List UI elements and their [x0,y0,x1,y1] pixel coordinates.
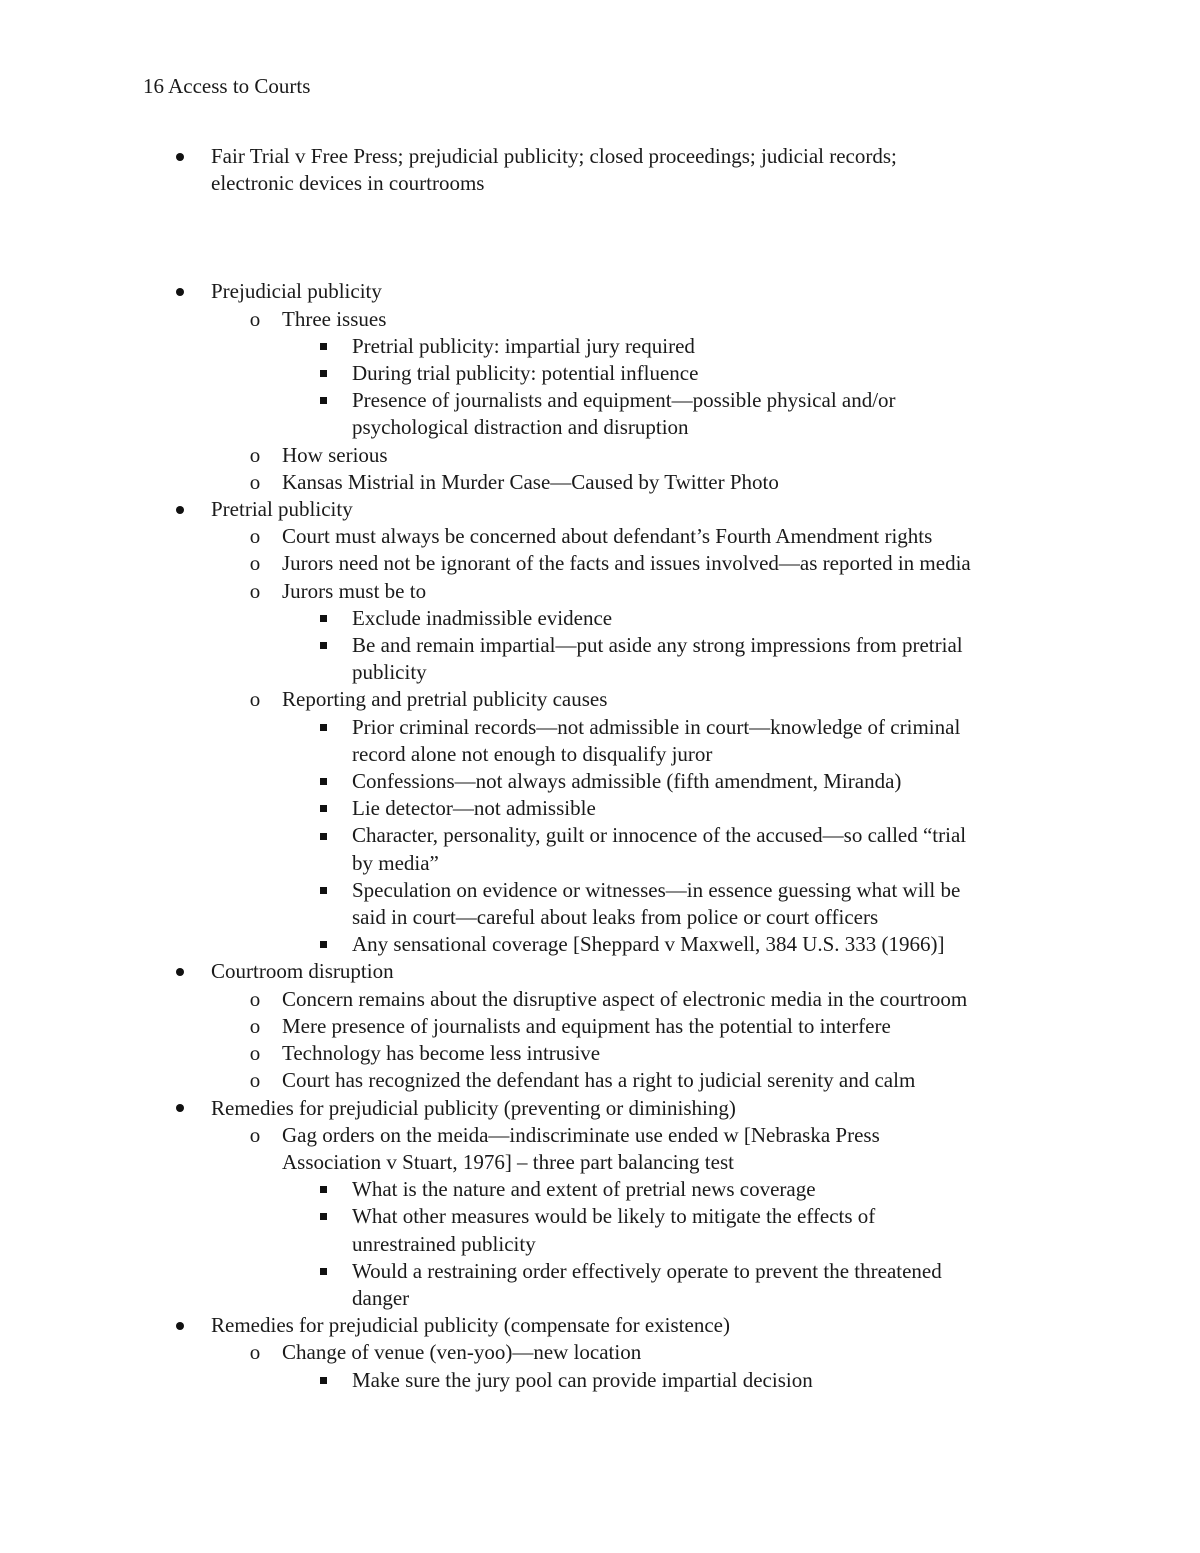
bullet-square-icon [316,714,330,741]
list-item-level-3 [0,605,1200,632]
bullet-square-icon [316,822,330,849]
outline-list [0,143,1200,1394]
list-item-text: Concern remains about the disruptive aspect of electronic media in the courtroom [282,986,968,1011]
list-item-text: Change of venue (ven-yoo)—new location [282,1340,642,1365]
list-item-text: Technology has become less intrusive [282,1041,601,1066]
bullet-circle-o-icon: o [249,578,261,603]
bullet-circle-o-icon: o [249,1013,261,1038]
list-item-level-1 [0,143,1200,197]
list-item-level-3 [0,333,1200,360]
list-item-level-2 [0,550,1200,577]
list-item-text: Mere presence of journalists and equipment has the potential to interfere [282,1013,891,1038]
bullet-square-icon [316,632,330,659]
list-item-text: by media” [352,850,439,875]
list-item-text: Jurors must be to [282,578,427,603]
list-item-level-3 [0,1367,1200,1394]
list-item-level-3 [0,1203,1200,1257]
list-item-level-1 [0,1312,1200,1339]
bullet-square-icon [316,795,330,822]
bullet-square-icon [316,931,330,958]
bullet-dot-icon [170,958,190,985]
list-item-level-3 [0,387,1200,441]
bullet-circle-o-icon: o [249,442,261,467]
list-item-text: What other measures would be likely to mitigate the effects of [352,1204,876,1229]
list-item-text: Reporting and pretrial publicity causes [282,687,608,712]
bullet-circle-o-icon: o [249,469,261,494]
list-item-level-2 [0,306,1200,333]
bullet-circle-o-icon: o [249,687,261,712]
list-item-text: danger [352,1285,410,1310]
section-spacer [0,197,1200,278]
list-item-text: Courtroom disruption [211,959,394,984]
list-item-text: What is the nature and extent of pretrial news coverage [352,1177,816,1202]
list-item-text: How serious [282,442,388,467]
bullet-dot-icon [170,1095,190,1122]
bullet-square-icon [316,360,330,387]
list-item-text: publicity [352,660,427,685]
list-item-text: Lie detector—not admissible [352,796,596,821]
list-item-text: psychological distraction and disruption [352,415,689,440]
list-item-text: Be and remain impartial—put aside any strong impressions from pretrial [352,633,963,658]
bullet-dot-icon [170,1312,190,1339]
list-item-text: unrestrained publicity [352,1231,536,1256]
list-item-text: Jurors need not be ignorant of the facts and issues involved—as reported in media [282,551,971,576]
bullet-circle-o-icon: o [249,1122,261,1147]
list-item-text: Fair Trial v Free Press; prejudicial publicity; closed proceedings; judicial records; [211,144,897,168]
list-item-text: Kansas Mistrial in Murder Case—Caused by Twitter Photo [282,469,779,494]
list-item-level-3 [0,632,1200,686]
bullet-square-icon [316,1258,330,1285]
list-item-level-2 [0,986,1200,1013]
bullet-square-icon [316,877,330,904]
list-item-level-3 [0,1258,1200,1312]
list-item-text: Remedies for prejudicial publicity (preventing or diminishing) [211,1095,736,1120]
list-item-level-3 [0,877,1200,931]
bullet-circle-o-icon: o [249,986,261,1011]
list-item-text: Pretrial publicity: impartial jury required [352,333,695,358]
list-item-text: Presence of journalists and equipment—possible physical and/or [352,388,896,413]
list-item-level-2 [0,1339,1200,1366]
bullet-circle-o-icon: o [249,306,261,331]
list-item-text: Association v Stuart, 1976] – three part balancing test [282,1149,734,1174]
list-item-text: Gag orders on the meida—indiscriminate use ended w [Nebraska Press [282,1122,880,1147]
list-item-text: Make sure the jury pool can provide impartial decision [352,1367,813,1392]
list-item-level-2 [0,1067,1200,1094]
bullet-circle-o-icon: o [249,1340,261,1365]
bullet-square-icon [316,333,330,360]
list-item-text: electronic devices in courtrooms [211,171,485,196]
bullet-square-icon [316,1203,330,1230]
list-item-level-1 [0,278,1200,305]
list-item-level-2 [0,578,1200,605]
list-item-text: Pretrial publicity [211,497,353,522]
page-title: 16 Access to Courts [143,74,311,98]
bullet-square-icon [316,605,330,632]
list-item-text: Three issues [282,306,387,331]
list-item-level-2 [0,469,1200,496]
bullet-dot-icon [170,143,190,170]
list-item-text: Prior criminal records—not admissible in court—knowledge of criminal [352,714,961,739]
list-item-text: Would a restraining order effectively operate to prevent the threatened [352,1258,942,1283]
list-item-text: Remedies for prejudicial publicity (compensate for existence) [211,1313,730,1338]
bullet-circle-o-icon: o [249,1041,261,1066]
bullet-dot-icon [170,496,190,523]
list-item-level-1 [0,1095,1200,1122]
list-item-text: Court must always be concerned about defendant’s Fourth Amendment rights [282,524,933,549]
bullet-square-icon [316,768,330,795]
bullet-circle-o-icon: o [249,551,261,576]
list-item-level-3 [0,360,1200,387]
list-item-level-1 [0,958,1200,985]
list-item-text: During trial publicity: potential influence [352,361,699,386]
list-item-text: said in court—careful about leaks from police or court officers [352,905,879,930]
list-item-text: Court has recognized the defendant has a right to judicial serenity and calm [282,1068,916,1093]
bullet-circle-o-icon: o [249,524,261,549]
list-item-level-3 [0,931,1200,958]
list-item-level-1 [0,496,1200,523]
list-item-level-3 [0,768,1200,795]
list-item-level-2 [0,686,1200,713]
list-item-level-2 [0,442,1200,469]
list-item-text: record alone not enough to disqualify juror [352,741,713,766]
list-item-text: Character, personality, guilt or innocence of the accused—so called “trial [352,823,967,848]
list-item-text: Prejudicial publicity [211,279,382,304]
bullet-circle-o-icon: o [249,1068,261,1093]
list-item-level-2 [0,1013,1200,1040]
bullet-dot-icon [170,278,190,305]
list-item-level-2 [0,523,1200,550]
list-item-level-2 [0,1122,1200,1176]
list-item-text: Speculation on evidence or witnesses—in essence guessing what will be [352,877,961,902]
list-item-level-2 [0,1040,1200,1067]
list-item-level-3 [0,1176,1200,1203]
list-item-text: Any sensational coverage [Sheppard v Maxwell, 384 U.S. 333 (1966)] [352,932,945,957]
list-item-text: Exclude inadmissible evidence [352,605,613,630]
bullet-square-icon [316,387,330,414]
list-item-text: Confessions—not always admissible (fifth amendment, Miranda) [352,769,902,794]
bullet-square-icon [316,1176,330,1203]
bullet-square-icon [316,1367,330,1394]
list-item-level-3 [0,822,1200,876]
list-item-level-3 [0,714,1200,768]
list-item-level-3 [0,795,1200,822]
